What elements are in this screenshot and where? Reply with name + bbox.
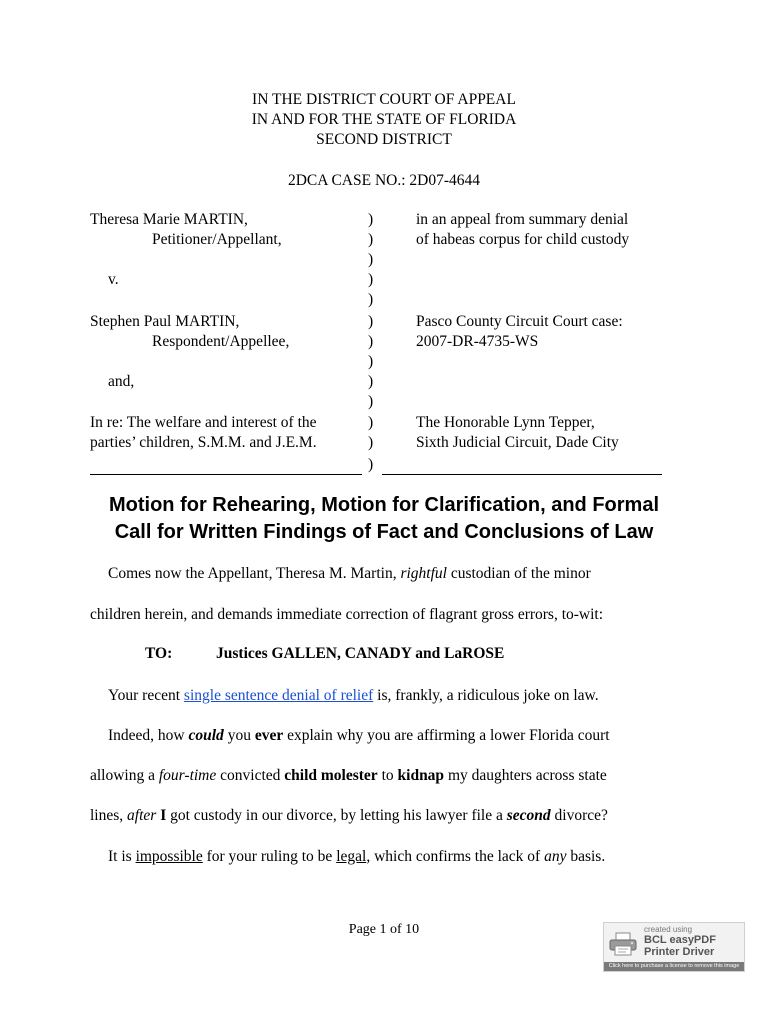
respondent-name: Stephen Paul MARTIN, bbox=[90, 313, 240, 330]
caption-paren: ) bbox=[368, 211, 374, 228]
judge-line-2: Sixth Judicial Circuit, Dade City bbox=[416, 434, 619, 451]
versus-label: v. bbox=[108, 271, 119, 288]
text-run: lines, bbox=[90, 807, 128, 824]
petitioner-name: Theresa Marie MARTIN, bbox=[90, 211, 248, 228]
body-line bbox=[108, 563, 708, 585]
emphasis-after: after bbox=[127, 807, 157, 824]
emphasis-child-molester: child molester bbox=[284, 767, 378, 784]
text-run: Indeed, how bbox=[108, 727, 189, 744]
to-label: TO: bbox=[145, 645, 173, 662]
body-line bbox=[108, 725, 708, 747]
motion-title-line-1: Motion for Rehearing, Motion for Clarification, and Formal bbox=[109, 494, 659, 516]
text-run: for your ruling to be bbox=[202, 848, 337, 865]
body-line bbox=[108, 685, 708, 707]
denial-of-relief-link[interactable]: single sentence denial of relief bbox=[183, 687, 374, 704]
text-run: is, frankly, a ridiculous joke on law. bbox=[373, 687, 599, 704]
emphasis-second: second bbox=[506, 807, 551, 824]
caption-paren: ) bbox=[368, 333, 374, 350]
text-run: my daughters across state bbox=[444, 767, 607, 784]
emphasis-ever: ever bbox=[254, 727, 284, 744]
page-number: Page 1 of 10 bbox=[348, 922, 420, 937]
text-run: Comes now the Appellant, Theresa M. Martin, bbox=[108, 565, 401, 582]
caption-paren: ) bbox=[368, 353, 374, 370]
emphasis-rightful: rightful bbox=[400, 565, 447, 582]
caption-paren: ) bbox=[368, 373, 374, 390]
text-run: allowing a bbox=[90, 767, 159, 784]
body-line bbox=[90, 805, 690, 827]
appeal-line-1: in an appeal from summary denial bbox=[416, 211, 629, 228]
emphasis-any: any bbox=[544, 848, 567, 865]
caption-paren: ) bbox=[368, 271, 374, 288]
text-run: explain why you are affirming a lower Florida court bbox=[283, 727, 610, 744]
text-run: got custody in our divorce, by letting his lawyer file a bbox=[166, 807, 507, 824]
lower-case-line-1: Pasco County Circuit Court case: bbox=[416, 313, 623, 330]
emphasis-legal: legal bbox=[336, 848, 367, 865]
text-run: custodian of the minor bbox=[446, 565, 591, 582]
text-run: children herein, and demands immediate correction of flagrant gross errors, to-wit: bbox=[90, 606, 604, 623]
watermark-line-2: BCL easyPDF bbox=[644, 934, 716, 946]
in-re-line-1: In re: The welfare and interest of the bbox=[90, 414, 317, 431]
printer-icon bbox=[609, 932, 637, 956]
petitioner-role: Petitioner/Appellant, bbox=[152, 231, 282, 248]
caption-rule-right bbox=[382, 474, 662, 475]
body-line bbox=[90, 765, 690, 787]
caption-rule-left bbox=[90, 474, 362, 475]
respondent-role: Respondent/Appellee, bbox=[152, 333, 290, 350]
emphasis-kidnap: kidnap bbox=[397, 767, 445, 784]
appeal-line-2: of habeas corpus for child custody bbox=[416, 231, 630, 248]
emphasis-could: could bbox=[188, 727, 224, 744]
motion-title bbox=[0, 492, 768, 546]
in-re-line-2: parties’ children, S.M.M. and J.E.M. bbox=[90, 434, 317, 451]
watermark-line-3: Printer Driver bbox=[644, 946, 715, 958]
emphasis-impossible: impossible bbox=[135, 848, 203, 865]
text-run: to bbox=[377, 767, 398, 784]
caption-paren: ) bbox=[368, 313, 374, 330]
and-label: and, bbox=[108, 373, 135, 390]
caption-paren: ) bbox=[368, 393, 374, 410]
text-run: you bbox=[223, 727, 255, 744]
court-header-line-1: IN THE DISTRICT COURT OF APPEAL bbox=[252, 91, 516, 108]
text-run: Your recent bbox=[108, 687, 184, 704]
text-run: divorce? bbox=[550, 807, 608, 824]
lower-case-line-2: 2007-DR-4735-WS bbox=[416, 333, 539, 350]
emphasis-four-time: four-time bbox=[158, 767, 217, 784]
court-header-line-3: SECOND DISTRICT bbox=[316, 131, 452, 148]
caption-paren: ) bbox=[368, 231, 374, 248]
text-run: , which confirms the lack of bbox=[366, 848, 545, 865]
text-run: It is bbox=[108, 848, 136, 865]
easypdf-watermark-badge[interactable] bbox=[603, 922, 745, 972]
to-names: Justices GALLEN, CANADY and LaROSE bbox=[216, 645, 505, 662]
emphasis-i: I bbox=[160, 807, 167, 824]
body-line bbox=[108, 846, 708, 868]
text-run: convicted bbox=[216, 767, 285, 784]
text-run: basis. bbox=[566, 848, 606, 865]
caption-paren: ) bbox=[368, 251, 374, 268]
caption-paren: ) bbox=[368, 456, 374, 473]
case-number: 2DCA CASE NO.: 2D07-4644 bbox=[287, 172, 481, 189]
caption-paren: ) bbox=[368, 434, 374, 451]
watermark-purchase-strip[interactable]: Click here to purchase a license to remove this image bbox=[604, 962, 744, 971]
court-header-line-2: IN AND FOR THE STATE OF FLORIDA bbox=[251, 111, 517, 128]
judge-line-1: The Honorable Lynn Tepper, bbox=[416, 414, 595, 431]
caption-paren: ) bbox=[368, 414, 374, 431]
watermark-line-1: created using bbox=[644, 925, 693, 934]
caption-paren: ) bbox=[368, 291, 374, 308]
court-header bbox=[0, 90, 768, 150]
body-line bbox=[90, 604, 690, 626]
motion-title-line-2: Call for Written Findings of Fact and Conclusions of Law bbox=[114, 521, 654, 543]
